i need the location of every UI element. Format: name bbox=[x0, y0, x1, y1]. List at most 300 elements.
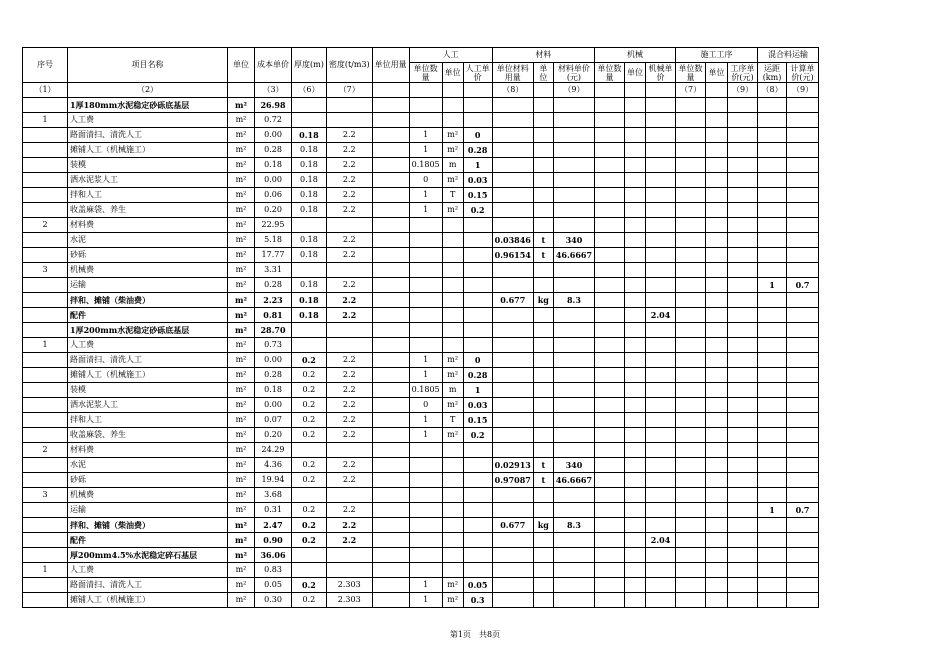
seq-cell bbox=[23, 428, 68, 443]
mat-unit-cell bbox=[533, 128, 553, 143]
calc-price-cell bbox=[787, 173, 819, 188]
mach-price-cell: 2.04 bbox=[646, 308, 676, 323]
calc-price-cell bbox=[787, 368, 819, 383]
labor-unit-cell bbox=[442, 263, 463, 278]
item-name-cell: 摊铺人工（机械施工） bbox=[68, 143, 228, 158]
header-process-group: 施工工序 bbox=[676, 48, 758, 63]
unit-usage-cell bbox=[372, 113, 409, 128]
index-cell bbox=[595, 83, 625, 98]
mat-price-cell: 340 bbox=[553, 233, 594, 248]
labor-qty-cell: 0 bbox=[409, 173, 442, 188]
mat-price-cell bbox=[553, 548, 594, 563]
labor-qty-cell bbox=[409, 503, 442, 518]
mach-qty-cell bbox=[595, 278, 625, 293]
mach-unit-cell bbox=[625, 548, 646, 563]
mat-usage-cell bbox=[492, 143, 533, 158]
mach-price-cell bbox=[646, 398, 676, 413]
mat-unit-cell bbox=[533, 338, 553, 353]
unit-cell: m² bbox=[228, 233, 255, 248]
density-cell bbox=[326, 443, 372, 458]
unit-cell: m² bbox=[228, 383, 255, 398]
unit-cell: m² bbox=[228, 278, 255, 293]
unit-usage-cell bbox=[372, 233, 409, 248]
labor-unit-cell: m² bbox=[442, 143, 463, 158]
mach-price-cell bbox=[646, 368, 676, 383]
table-row bbox=[23, 413, 819, 428]
mat-unit-cell bbox=[533, 503, 553, 518]
mach-unit-cell bbox=[625, 383, 646, 398]
item-name-cell: 拌和、摊铺（柴油费） bbox=[68, 518, 228, 533]
labor-price-cell bbox=[463, 443, 492, 458]
thickness-cell bbox=[292, 443, 327, 458]
table-row bbox=[23, 533, 819, 548]
proc-unit-cell bbox=[706, 188, 728, 203]
mat-unit-cell bbox=[533, 488, 553, 503]
seq-cell: 3 bbox=[23, 263, 68, 278]
labor-qty-cell bbox=[409, 533, 442, 548]
mat-usage-cell bbox=[492, 503, 533, 518]
mat-usage-cell bbox=[492, 353, 533, 368]
table-row bbox=[23, 98, 819, 113]
cost-cell: 0.28 bbox=[255, 278, 292, 293]
thickness-cell: 0.2 bbox=[292, 428, 327, 443]
unit-cell: m² bbox=[228, 203, 255, 218]
density-cell bbox=[326, 338, 372, 353]
density-cell: 2.2 bbox=[326, 473, 372, 488]
index-row-line bbox=[23, 83, 819, 98]
unit-usage-cell bbox=[372, 428, 409, 443]
index-cell bbox=[442, 83, 463, 98]
item-name-cell: 配件 bbox=[68, 308, 228, 323]
item-name-cell: 装模 bbox=[68, 158, 228, 173]
proc-unit-cell bbox=[706, 548, 728, 563]
seq-cell bbox=[23, 158, 68, 173]
header-proc-price: 工序单价(元) bbox=[728, 63, 758, 83]
seq-cell: 1 bbox=[23, 113, 68, 128]
mach-price-cell bbox=[646, 278, 676, 293]
seq-cell bbox=[23, 473, 68, 488]
table-row bbox=[23, 128, 819, 143]
labor-unit-cell bbox=[442, 488, 463, 503]
unit-cell: m² bbox=[228, 518, 255, 533]
seq-cell bbox=[23, 203, 68, 218]
mach-price-cell bbox=[646, 293, 676, 308]
unit-cell: m² bbox=[228, 533, 255, 548]
cost-cell: 0.20 bbox=[255, 428, 292, 443]
density-cell bbox=[326, 563, 372, 578]
index-cell bbox=[533, 83, 553, 98]
index-cell: （1） bbox=[23, 83, 68, 98]
table-row bbox=[23, 398, 819, 413]
labor-price-cell: 0.03 bbox=[463, 173, 492, 188]
labor-price-cell: 0.28 bbox=[463, 143, 492, 158]
distance-cell bbox=[758, 533, 787, 548]
mach-price-cell bbox=[646, 428, 676, 443]
unit-cell: m² bbox=[228, 323, 255, 338]
mat-unit-cell bbox=[533, 368, 553, 383]
labor-qty-cell: 0.1805 bbox=[409, 158, 442, 173]
table-row bbox=[23, 473, 819, 488]
labor-price-cell bbox=[463, 278, 492, 293]
calc-price-cell bbox=[787, 383, 819, 398]
seq-cell: 1 bbox=[23, 563, 68, 578]
item-name-cell: 水泥 bbox=[68, 233, 228, 248]
mach-unit-cell bbox=[625, 98, 646, 113]
header-distance: 运距(km) bbox=[758, 63, 787, 83]
unit-cell: m² bbox=[228, 578, 255, 593]
mat-price-cell: 8.3 bbox=[553, 293, 594, 308]
mat-unit-cell bbox=[533, 593, 553, 608]
thickness-cell: 0.2 bbox=[292, 353, 327, 368]
mat-price-cell bbox=[553, 173, 594, 188]
labor-qty-cell bbox=[409, 293, 442, 308]
unit-cell: m² bbox=[228, 413, 255, 428]
mach-qty-cell bbox=[595, 443, 625, 458]
calc-price-cell bbox=[787, 323, 819, 338]
cost-cell: 4.36 bbox=[255, 458, 292, 473]
proc-price-cell bbox=[728, 578, 758, 593]
proc-qty-cell bbox=[676, 383, 706, 398]
labor-price-cell bbox=[463, 503, 492, 518]
seq-cell: 1 bbox=[23, 338, 68, 353]
unit-usage-cell bbox=[372, 533, 409, 548]
labor-price-cell: 0.05 bbox=[463, 578, 492, 593]
calc-price-cell: 0.7 bbox=[787, 278, 819, 293]
distance-cell bbox=[758, 383, 787, 398]
labor-price-cell bbox=[463, 293, 492, 308]
proc-unit-cell bbox=[706, 443, 728, 458]
proc-qty-cell bbox=[676, 458, 706, 473]
mat-usage-cell bbox=[492, 443, 533, 458]
labor-qty-cell bbox=[409, 248, 442, 263]
cost-cell: 0.18 bbox=[255, 383, 292, 398]
calc-price-cell bbox=[787, 188, 819, 203]
proc-qty-cell bbox=[676, 98, 706, 113]
cost-cell: 0.73 bbox=[255, 338, 292, 353]
seq-cell bbox=[23, 458, 68, 473]
seq-cell bbox=[23, 578, 68, 593]
cost-cell: 0.28 bbox=[255, 143, 292, 158]
density-cell: 2.2 bbox=[326, 128, 372, 143]
density-cell: 2.2 bbox=[326, 533, 372, 548]
density-cell bbox=[326, 548, 372, 563]
mat-price-cell bbox=[553, 263, 594, 278]
item-name-cell: 装模 bbox=[68, 383, 228, 398]
proc-unit-cell bbox=[706, 278, 728, 293]
header-density: 密度(t/m3) bbox=[326, 48, 372, 83]
density-cell: 2.2 bbox=[326, 398, 372, 413]
mat-unit-cell bbox=[533, 113, 553, 128]
item-name-cell: 路面清扫、清洗人工 bbox=[68, 578, 228, 593]
proc-unit-cell bbox=[706, 233, 728, 248]
distance-cell bbox=[758, 368, 787, 383]
mat-price-cell bbox=[553, 488, 594, 503]
distance-cell bbox=[758, 248, 787, 263]
calc-price-cell bbox=[787, 428, 819, 443]
thickness-cell: 0.2 bbox=[292, 533, 327, 548]
table-row bbox=[23, 578, 819, 593]
distance-cell bbox=[758, 323, 787, 338]
labor-qty-cell bbox=[409, 458, 442, 473]
cost-cell: 0.00 bbox=[255, 353, 292, 368]
unit-usage-cell bbox=[372, 188, 409, 203]
proc-qty-cell bbox=[676, 593, 706, 608]
cost-cell: 0.07 bbox=[255, 413, 292, 428]
mach-qty-cell bbox=[595, 578, 625, 593]
mach-qty-cell bbox=[595, 188, 625, 203]
unit-cell: m² bbox=[228, 218, 255, 233]
proc-price-cell bbox=[728, 368, 758, 383]
index-cell: （7） bbox=[676, 83, 706, 98]
mat-price-cell bbox=[553, 578, 594, 593]
mat-usage-cell bbox=[492, 488, 533, 503]
thickness-cell: 0.2 bbox=[292, 578, 327, 593]
mach-price-cell bbox=[646, 158, 676, 173]
proc-price-cell bbox=[728, 488, 758, 503]
index-cell bbox=[228, 83, 255, 98]
proc-price-cell bbox=[728, 323, 758, 338]
density-cell: 2.2 bbox=[326, 458, 372, 473]
calc-price-cell bbox=[787, 563, 819, 578]
proc-qty-cell bbox=[676, 203, 706, 218]
unit-cell: m² bbox=[228, 563, 255, 578]
mach-unit-cell bbox=[625, 368, 646, 383]
cost-cell: 28.70 bbox=[255, 323, 292, 338]
seq-cell bbox=[23, 143, 68, 158]
seq-cell bbox=[23, 323, 68, 338]
mach-unit-cell bbox=[625, 158, 646, 173]
item-name-cell: 1厚200mm水泥稳定砂砾底基层 bbox=[68, 323, 228, 338]
mat-unit-cell bbox=[533, 158, 553, 173]
mach-unit-cell bbox=[625, 443, 646, 458]
mat-unit-cell bbox=[533, 218, 553, 233]
labor-unit-cell bbox=[442, 218, 463, 233]
mat-unit-cell bbox=[533, 188, 553, 203]
mat-usage-cell bbox=[492, 203, 533, 218]
mat-unit-cell bbox=[533, 398, 553, 413]
mat-unit-cell: t bbox=[533, 473, 553, 488]
proc-unit-cell bbox=[706, 338, 728, 353]
proc-price-cell bbox=[728, 338, 758, 353]
proc-price-cell bbox=[728, 203, 758, 218]
item-name-cell: 人工费 bbox=[68, 563, 228, 578]
labor-unit-cell: m² bbox=[442, 428, 463, 443]
proc-unit-cell bbox=[706, 98, 728, 113]
seq-cell bbox=[23, 233, 68, 248]
unit-cell: m² bbox=[228, 98, 255, 113]
thickness-cell: 0.2 bbox=[292, 383, 327, 398]
labor-price-cell bbox=[463, 458, 492, 473]
labor-qty-cell bbox=[409, 563, 442, 578]
mat-usage-cell bbox=[492, 263, 533, 278]
distance-cell bbox=[758, 443, 787, 458]
table-row bbox=[23, 443, 819, 458]
density-cell: 2.2 bbox=[326, 293, 372, 308]
proc-qty-cell bbox=[676, 443, 706, 458]
mach-qty-cell bbox=[595, 173, 625, 188]
table-row bbox=[23, 518, 819, 533]
proc-price-cell bbox=[728, 548, 758, 563]
table-row bbox=[23, 143, 819, 158]
cost-table bbox=[22, 47, 819, 608]
unit-cell: m² bbox=[228, 338, 255, 353]
mat-usage-cell bbox=[492, 593, 533, 608]
proc-price-cell bbox=[728, 218, 758, 233]
labor-unit-cell bbox=[442, 293, 463, 308]
labor-qty-cell bbox=[409, 113, 442, 128]
unit-cell: m² bbox=[228, 263, 255, 278]
unit-usage-cell bbox=[372, 218, 409, 233]
index-cell bbox=[463, 83, 492, 98]
mach-price-cell bbox=[646, 353, 676, 368]
mat-unit-cell bbox=[533, 308, 553, 323]
mach-unit-cell bbox=[625, 263, 646, 278]
unit-usage-cell bbox=[372, 578, 409, 593]
unit-usage-cell bbox=[372, 563, 409, 578]
proc-unit-cell bbox=[706, 413, 728, 428]
labor-qty-cell: 1 bbox=[409, 353, 442, 368]
mat-usage-cell: 0.97087 bbox=[492, 473, 533, 488]
proc-price-cell bbox=[728, 563, 758, 578]
table-row bbox=[23, 563, 819, 578]
proc-unit-cell bbox=[706, 488, 728, 503]
unit-usage-cell bbox=[372, 593, 409, 608]
proc-price-cell bbox=[728, 593, 758, 608]
mat-price-cell bbox=[553, 353, 594, 368]
unit-usage-cell bbox=[372, 203, 409, 218]
unit-usage-cell bbox=[372, 143, 409, 158]
unit-usage-cell bbox=[372, 473, 409, 488]
proc-qty-cell bbox=[676, 413, 706, 428]
labor-qty-cell: 1 bbox=[409, 368, 442, 383]
labor-unit-cell: m² bbox=[442, 353, 463, 368]
table-row bbox=[23, 368, 819, 383]
thickness-cell: 0.2 bbox=[292, 503, 327, 518]
seq-cell bbox=[23, 503, 68, 518]
distance-cell: 1 bbox=[758, 503, 787, 518]
mach-qty-cell bbox=[595, 263, 625, 278]
calc-price-cell bbox=[787, 218, 819, 233]
density-cell bbox=[326, 113, 372, 128]
density-cell: 2.2 bbox=[326, 368, 372, 383]
seq-cell bbox=[23, 593, 68, 608]
mach-price-cell bbox=[646, 383, 676, 398]
cost-cell: 22.95 bbox=[255, 218, 292, 233]
cost-cell: 0.05 bbox=[255, 578, 292, 593]
mat-price-cell bbox=[553, 203, 594, 218]
unit-usage-cell bbox=[372, 458, 409, 473]
cost-cell: 0.81 bbox=[255, 308, 292, 323]
unit-usage-cell bbox=[372, 398, 409, 413]
cost-cell: 2.23 bbox=[255, 293, 292, 308]
mach-price-cell bbox=[646, 233, 676, 248]
proc-qty-cell bbox=[676, 338, 706, 353]
seq-cell bbox=[23, 173, 68, 188]
page-footer: 第1页 共8页 bbox=[449, 630, 501, 639]
index-cell bbox=[646, 83, 676, 98]
table-row bbox=[23, 248, 819, 263]
item-name-cell: 1厚180mm水泥稳定砂砾底基层 bbox=[68, 98, 228, 113]
mat-unit-cell bbox=[533, 413, 553, 428]
labor-price-cell bbox=[463, 473, 492, 488]
mat-price-cell bbox=[553, 383, 594, 398]
unit-usage-cell bbox=[372, 323, 409, 338]
mach-price-cell bbox=[646, 413, 676, 428]
mat-price-cell bbox=[553, 143, 594, 158]
index-cell: （7） bbox=[326, 83, 372, 98]
mat-price-cell bbox=[553, 533, 594, 548]
proc-unit-cell bbox=[706, 248, 728, 263]
labor-qty-cell: 1 bbox=[409, 593, 442, 608]
mat-usage-cell bbox=[492, 368, 533, 383]
calc-price-cell bbox=[787, 518, 819, 533]
mat-price-cell bbox=[553, 278, 594, 293]
proc-unit-cell bbox=[706, 518, 728, 533]
labor-unit-cell: m² bbox=[442, 128, 463, 143]
unit-usage-cell bbox=[372, 173, 409, 188]
header-material-group: 材料 bbox=[492, 48, 594, 63]
mat-price-cell: 340 bbox=[553, 458, 594, 473]
table-row bbox=[23, 203, 819, 218]
unit-usage-cell bbox=[372, 263, 409, 278]
calc-price-cell bbox=[787, 128, 819, 143]
unit-cell: m² bbox=[228, 428, 255, 443]
mat-unit-cell bbox=[533, 143, 553, 158]
thickness-cell: 0.2 bbox=[292, 368, 327, 383]
mat-price-cell bbox=[553, 308, 594, 323]
item-name-cell: 收盖麻袋、养生 bbox=[68, 203, 228, 218]
mach-unit-cell bbox=[625, 233, 646, 248]
cost-cell: 19.94 bbox=[255, 473, 292, 488]
proc-unit-cell bbox=[706, 503, 728, 518]
cost-cell: 0.28 bbox=[255, 368, 292, 383]
item-name-cell: 厚200mm4.5%水泥稳定碎石基层 bbox=[68, 548, 228, 563]
mat-usage-cell bbox=[492, 398, 533, 413]
header-mach-qty: 单位数量 bbox=[595, 63, 625, 83]
thickness-cell: 0.18 bbox=[292, 233, 327, 248]
calc-price-cell bbox=[787, 98, 819, 113]
mach-unit-cell bbox=[625, 353, 646, 368]
distance-cell bbox=[758, 398, 787, 413]
seq-cell bbox=[23, 413, 68, 428]
unit-cell: m² bbox=[228, 368, 255, 383]
thickness-cell: 0.18 bbox=[292, 278, 327, 293]
labor-price-cell bbox=[463, 263, 492, 278]
header-cost-unit-price: 成本单价 bbox=[255, 48, 292, 83]
table-row bbox=[23, 218, 819, 233]
proc-price-cell bbox=[728, 293, 758, 308]
calc-price-cell bbox=[787, 458, 819, 473]
mach-price-cell bbox=[646, 203, 676, 218]
item-name-cell: 路面清扫、清洗人工 bbox=[68, 128, 228, 143]
header-mat-price: 材料单价(元) bbox=[553, 63, 594, 83]
cost-cell: 2.47 bbox=[255, 518, 292, 533]
thickness-cell: 0.18 bbox=[292, 173, 327, 188]
proc-qty-cell bbox=[676, 488, 706, 503]
mat-usage-cell bbox=[492, 413, 533, 428]
unit-cell: m² bbox=[228, 443, 255, 458]
item-name-cell: 配件 bbox=[68, 533, 228, 548]
mach-qty-cell bbox=[595, 488, 625, 503]
mat-usage-cell bbox=[492, 578, 533, 593]
unit-usage-cell bbox=[372, 278, 409, 293]
header-proc-qty: 单位数量 bbox=[676, 63, 706, 83]
mach-qty-cell bbox=[595, 353, 625, 368]
mat-usage-cell bbox=[492, 383, 533, 398]
labor-qty-cell: 1 bbox=[409, 203, 442, 218]
labor-unit-cell bbox=[442, 443, 463, 458]
proc-qty-cell bbox=[676, 398, 706, 413]
